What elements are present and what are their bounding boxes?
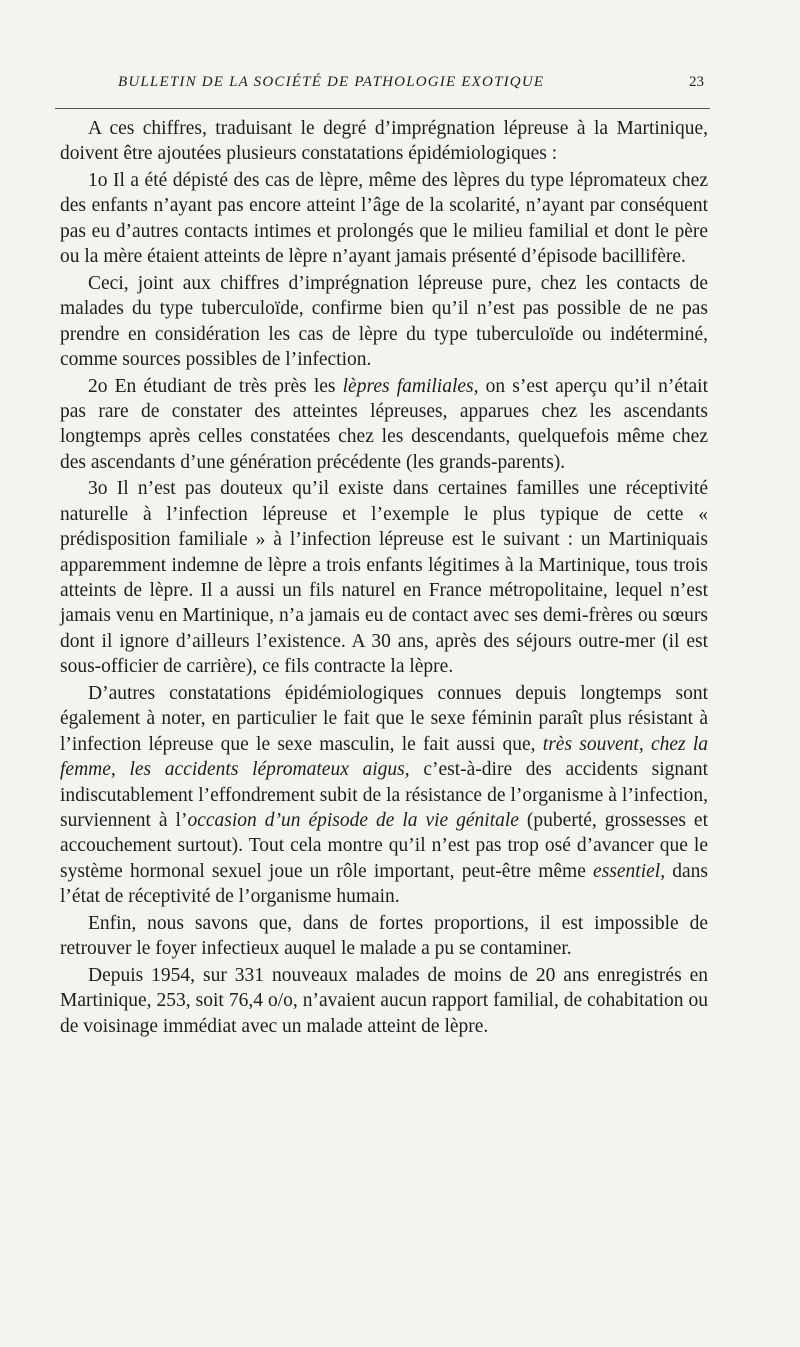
paragraph: Ceci, joint aux chiffres d’imprégnation lépreuse pure, chez les contacts de malades du type tuberculoïde, confirme bien qu’il n’est pas possible de ne pas prendre en considération les cas de lèpre du type tuberculoïde ou indéterminé, comme sources possibles de l’infection. xyxy=(60,272,708,371)
paragraph-text: 2o En étudiant de très près les xyxy=(88,375,343,397)
paragraph-text: dans l’état de réceptivité de l’organisme humain. xyxy=(60,860,709,908)
paragraph-text: c’est-à-dire des accidents signant indiscutablement l’effondrement subit de la résistance de l’organisme à l’infection, surviennent à l’ xyxy=(60,759,708,831)
paragraph: Enfin, nous savons que, dans de fortes proportions, il est impossible de retrouver le foyer infectieux auquel le malade a pu se contaminer. xyxy=(60,912,708,960)
italic-phrase: occasion d’un épisode de la vie génitale xyxy=(187,809,519,831)
paragraph xyxy=(60,374,708,476)
italic-phrase: lèpres familiales, xyxy=(342,375,479,397)
paragraph: Depuis 1954, sur 331 nouveaux malades de moins de 20 ans enregistrés en Martinique, 253, soit 76,4 o/o, n’avaient aucun rapport familial, de cohabitation ou de voisinage immédiat avec un malade atteint de lèpre. xyxy=(60,964,708,1037)
paragraph: A ces chiffres, traduisant le degré d’imprégnation lépreuse à la Martinique, doivent être ajoutées plusieurs constatations épidémiologiques : xyxy=(60,118,708,165)
page-header xyxy=(60,72,710,100)
header-rule xyxy=(55,108,710,109)
italic-phrase: très souvent, chez la femme, les accidents lépromateux aigus, xyxy=(60,733,708,781)
paragraph-text: D’autres constatations épidémiologiques connues depuis longtemps sont également à noter, en particulier le fait que le sexe féminin paraît plus résistant à l’infection lépreuse que le sexe masculin, le fait aussi que, xyxy=(60,682,708,755)
italic-phrase: essentiel, xyxy=(593,860,666,882)
body-text xyxy=(60,116,708,1040)
paragraph: 1o Il a été dépisté des cas de lèpre, même des lèpres du type lépromateux chez des enfants n’ayant pas encore atteint l’âge de la scolarité, n’ayant par conséquent pas eu d’autres contacts intimes et prolongés que le milieu familial et dont le père ou la mère étaient atteints de lèpre n’ayant jamais présenté d’épisode bacillifère. xyxy=(60,170,708,268)
running-title: BULLETIN DE LA SOCIÉTÉ DE PATHOLOGIE EXOTIQUE xyxy=(118,74,545,90)
paragraph-text: on s’est aperçu qu’il n’était pas rare de constater des atteintes lépreuses, apparues chez les ascendants longtemps après celles constatées chez les descendants, quelquefois même chez des ascendants d’une génération précédente (les grands-parents). xyxy=(60,375,708,473)
page-number: 23 xyxy=(689,74,704,90)
paragraph xyxy=(60,681,708,910)
paragraph: 3o Il n’est pas douteux qu’il existe dans certaines familles une réceptivité naturelle à l’infection lépreuse et l’exemple le plus typique de cette « prédisposition familiale » à l’infection lépreuse est le suivant : un Martiniquais apparemment indemne de lèpre a trois enfants légitimes à la Martinique, tous trois atteints de lèpre. Il a aussi un fils naturel en France métropolitaine, lequel n’est jamais venu en Martinique, n’a jamais eu de contact avec ses demi-frères ou sœurs dont il ignore d’ailleurs l’existence. A 30 ans, après des séjours outre-mer (il est sous-officier de carrière), ce fils contracte la lèpre. xyxy=(60,478,708,678)
paragraph-text: (puberté, grossesses et accouchement surtout). Tout cela montre qu’il n’est pas trop osé d’avancer que le système hormonal sexuel joue un rôle important, peut-être même xyxy=(60,809,709,882)
